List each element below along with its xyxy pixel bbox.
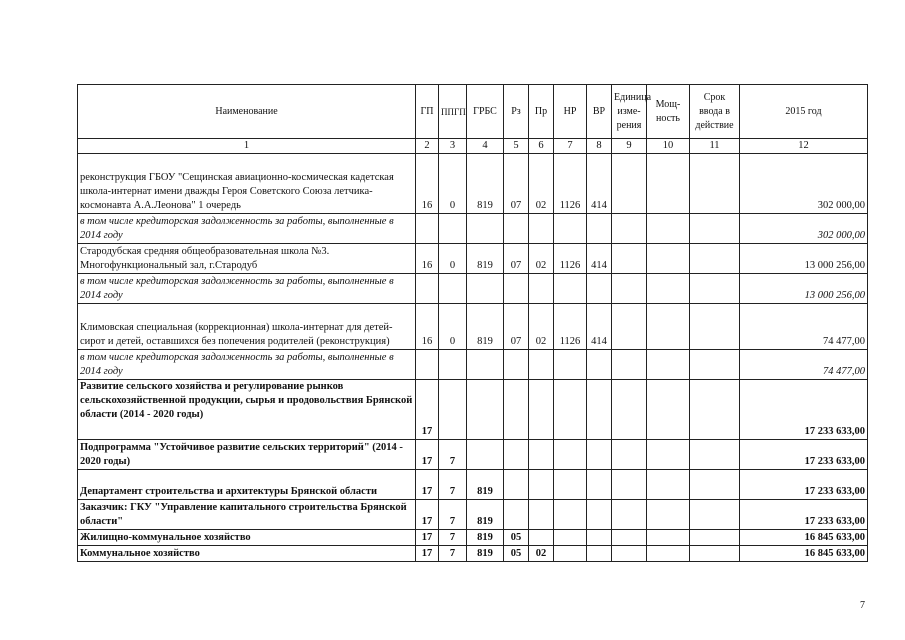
row-sum: 13 000 256,00 xyxy=(740,244,868,274)
header-grbs: ГРБС xyxy=(467,85,504,139)
row-pr xyxy=(529,380,554,440)
row-gp: 16 xyxy=(416,304,439,350)
row-sum: 17 233 633,00 xyxy=(740,440,868,470)
row-unit xyxy=(612,350,647,380)
row-rz xyxy=(504,470,529,500)
header-vr: ВР xyxy=(587,85,612,139)
row-unit xyxy=(612,154,647,214)
row-nr xyxy=(554,500,587,530)
row-power xyxy=(647,274,690,304)
row-term xyxy=(690,214,740,244)
row-sum: 74 477,00 xyxy=(740,350,868,380)
row-name: в том числе кредиторская задолженность за работы, выполненные в 2014 году xyxy=(78,214,416,244)
row-nr xyxy=(554,440,587,470)
header-nr: НР xyxy=(554,85,587,139)
row-sum: 302 000,00 xyxy=(740,214,868,244)
row-gp: 17 xyxy=(416,380,439,440)
row-ppgp: 7 xyxy=(439,546,467,562)
row-sum: 13 000 256,00 xyxy=(740,274,868,304)
header-rz: Рз xyxy=(504,85,529,139)
column-number-row xyxy=(78,139,868,154)
col-num: 9 xyxy=(612,139,647,154)
row-rz xyxy=(504,380,529,440)
row-unit xyxy=(612,530,647,546)
row-vr xyxy=(587,500,612,530)
row-vr: 414 xyxy=(587,304,612,350)
row-power xyxy=(647,546,690,562)
row-gp: 16 xyxy=(416,154,439,214)
col-num: 3 xyxy=(439,139,467,154)
row-grbs: 819 xyxy=(467,244,504,274)
header-gp: ГП xyxy=(416,85,439,139)
row-power xyxy=(647,530,690,546)
row-pr: 02 xyxy=(529,154,554,214)
row-name: Климовская специальная (коррекционная) школа-интернат для детей-сирот и детей, оставшихся без попечения родителей (реконструкция) xyxy=(78,304,416,350)
row-power xyxy=(647,244,690,274)
row-rz xyxy=(504,440,529,470)
header-pr: Пр xyxy=(529,85,554,139)
row-term xyxy=(690,274,740,304)
row-grbs: 819 xyxy=(467,304,504,350)
row-sum: 17 233 633,00 xyxy=(740,380,868,440)
row-vr: 414 xyxy=(587,244,612,274)
row-pr xyxy=(529,470,554,500)
row-unit xyxy=(612,274,647,304)
row-nr xyxy=(554,350,587,380)
row-term xyxy=(690,500,740,530)
table-row xyxy=(78,380,868,440)
row-unit xyxy=(612,440,647,470)
table-row xyxy=(78,154,868,214)
row-nr xyxy=(554,530,587,546)
table-row xyxy=(78,304,868,350)
row-nr xyxy=(554,470,587,500)
row-gp xyxy=(416,214,439,244)
row-grbs xyxy=(467,380,504,440)
row-power xyxy=(647,380,690,440)
row-term xyxy=(690,530,740,546)
budget-table xyxy=(77,84,868,562)
row-gp: 17 xyxy=(416,440,439,470)
page-number: 7 xyxy=(860,600,865,611)
row-gp: 16 xyxy=(416,244,439,274)
row-gp xyxy=(416,274,439,304)
row-term xyxy=(690,470,740,500)
row-grbs: 819 xyxy=(467,470,504,500)
row-name: Подпрограмма "Устойчивое развитие сельских территорий" (2014 - 2020 годы) xyxy=(78,440,416,470)
row-sum: 74 477,00 xyxy=(740,304,868,350)
row-unit xyxy=(612,470,647,500)
row-term xyxy=(690,546,740,562)
row-ppgp: 0 xyxy=(439,244,467,274)
row-name: Стародубская средняя общеобразовательная школа №3. Многофункциональный зал, г.Стародуб xyxy=(78,244,416,274)
row-name: в том числе кредиторская задолженность за работы, выполненные в 2014 году xyxy=(78,274,416,304)
row-ppgp xyxy=(439,214,467,244)
row-ppgp: 0 xyxy=(439,304,467,350)
col-num: 6 xyxy=(529,139,554,154)
row-grbs xyxy=(467,274,504,304)
row-rz xyxy=(504,274,529,304)
header-term: Срок ввода в действие xyxy=(690,85,740,139)
col-num: 12 xyxy=(740,139,868,154)
row-power xyxy=(647,214,690,244)
row-grbs: 819 xyxy=(467,154,504,214)
row-rz xyxy=(504,214,529,244)
row-vr xyxy=(587,214,612,244)
row-vr xyxy=(587,380,612,440)
row-power xyxy=(647,500,690,530)
col-num: 11 xyxy=(690,139,740,154)
row-gp: 17 xyxy=(416,500,439,530)
row-power xyxy=(647,304,690,350)
table-row xyxy=(78,350,868,380)
row-vr xyxy=(587,440,612,470)
row-term xyxy=(690,244,740,274)
row-sum: 17 233 633,00 xyxy=(740,470,868,500)
row-nr xyxy=(554,546,587,562)
row-ppgp: 0 xyxy=(439,154,467,214)
col-num: 10 xyxy=(647,139,690,154)
row-term xyxy=(690,380,740,440)
header-name: Наименование xyxy=(78,85,416,139)
table-row xyxy=(78,214,868,244)
header-power: Мощ-ность xyxy=(647,85,690,139)
table-row xyxy=(78,546,868,562)
row-nr xyxy=(554,274,587,304)
row-nr: 1126 xyxy=(554,244,587,274)
col-num: 8 xyxy=(587,139,612,154)
row-sum: 302 000,00 xyxy=(740,154,868,214)
row-unit xyxy=(612,304,647,350)
col-num: 2 xyxy=(416,139,439,154)
row-ppgp xyxy=(439,350,467,380)
row-unit xyxy=(612,500,647,530)
row-nr: 1126 xyxy=(554,154,587,214)
header-unit: Единица изме-рения xyxy=(612,85,647,139)
row-rz: 05 xyxy=(504,546,529,562)
row-ppgp xyxy=(439,380,467,440)
row-name: реконструкция ГБОУ "Сещинская авиационно-космическая кадетская школа-интернат имени дважды Героя Советского Союза летчика-космонавта А.А.Леонова" 1 очередь xyxy=(78,154,416,214)
row-power xyxy=(647,440,690,470)
row-nr xyxy=(554,380,587,440)
row-grbs xyxy=(467,350,504,380)
row-pr xyxy=(529,350,554,380)
row-pr: 02 xyxy=(529,304,554,350)
row-pr: 02 xyxy=(529,244,554,274)
row-rz: 07 xyxy=(504,154,529,214)
row-grbs: 819 xyxy=(467,546,504,562)
row-pr xyxy=(529,530,554,546)
row-vr xyxy=(587,530,612,546)
row-gp: 17 xyxy=(416,530,439,546)
row-gp xyxy=(416,350,439,380)
row-ppgp xyxy=(439,274,467,304)
row-unit xyxy=(612,214,647,244)
row-power xyxy=(647,470,690,500)
row-gp: 17 xyxy=(416,546,439,562)
col-num: 1 xyxy=(78,139,416,154)
row-name: в том числе кредиторская задолженность за работы, выполненные в 2014 году xyxy=(78,350,416,380)
col-num: 7 xyxy=(554,139,587,154)
row-power xyxy=(647,350,690,380)
row-term xyxy=(690,304,740,350)
col-num: 5 xyxy=(504,139,529,154)
row-nr: 1126 xyxy=(554,304,587,350)
row-unit xyxy=(612,546,647,562)
table-row xyxy=(78,470,868,500)
table-row xyxy=(78,440,868,470)
row-vr: 414 xyxy=(587,154,612,214)
row-rz xyxy=(504,500,529,530)
row-ppgp: 7 xyxy=(439,500,467,530)
row-term xyxy=(690,154,740,214)
row-pr xyxy=(529,274,554,304)
row-grbs: 819 xyxy=(467,500,504,530)
row-term xyxy=(690,350,740,380)
row-rz xyxy=(504,350,529,380)
row-grbs: 819 xyxy=(467,530,504,546)
row-sum: 16 845 633,00 xyxy=(740,546,868,562)
row-pr xyxy=(529,214,554,244)
row-name: Жилищно-коммунальное хозяйство xyxy=(78,530,416,546)
row-sum: 17 233 633,00 xyxy=(740,500,868,530)
row-name: Коммунальное хозяйство xyxy=(78,546,416,562)
row-rz: 05 xyxy=(504,530,529,546)
row-vr xyxy=(587,470,612,500)
header-year: 2015 год xyxy=(740,85,868,139)
table-row xyxy=(78,244,868,274)
row-gp: 17 xyxy=(416,470,439,500)
row-unit xyxy=(612,244,647,274)
row-pr xyxy=(529,440,554,470)
row-name: Департамент строительства и архитектуры Брянской области xyxy=(78,470,416,500)
row-pr: 02 xyxy=(529,546,554,562)
table-row xyxy=(78,274,868,304)
table-row xyxy=(78,530,868,546)
table-row xyxy=(78,500,868,530)
col-num: 4 xyxy=(467,139,504,154)
row-sum: 16 845 633,00 xyxy=(740,530,868,546)
row-pr xyxy=(529,500,554,530)
header-ppgp: ППГП xyxy=(439,85,467,139)
row-ppgp: 7 xyxy=(439,530,467,546)
row-power xyxy=(647,154,690,214)
row-unit xyxy=(612,380,647,440)
row-vr xyxy=(587,274,612,304)
row-name: Заказчик: ГКУ "Управление капитального строительства Брянской области" xyxy=(78,500,416,530)
row-vr xyxy=(587,350,612,380)
row-term xyxy=(690,440,740,470)
row-name: Развитие сельского хозяйства и регулирование рынков сельскохозяйственной продукции, сырья и продовольствия Брянской области (2014 - 2020 годы) xyxy=(78,380,416,440)
header-row xyxy=(78,85,868,139)
row-rz: 07 xyxy=(504,304,529,350)
row-grbs xyxy=(467,440,504,470)
row-ppgp: 7 xyxy=(439,470,467,500)
row-ppgp: 7 xyxy=(439,440,467,470)
row-grbs xyxy=(467,214,504,244)
row-vr xyxy=(587,546,612,562)
row-rz: 07 xyxy=(504,244,529,274)
row-nr xyxy=(554,214,587,244)
